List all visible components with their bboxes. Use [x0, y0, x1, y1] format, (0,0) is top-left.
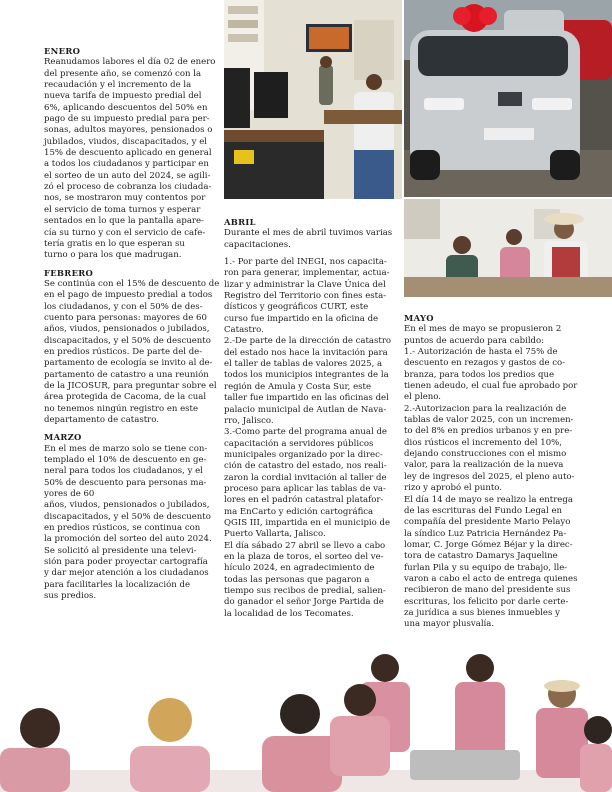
text-line: municipales organizado por la direc-: [224, 449, 383, 460]
text-line: zó el proceso de cobranza los ciudada-: [44, 182, 212, 193]
text-line: sus predios.: [44, 591, 97, 602]
text-line: los ciudadanos, y con el 50% de des-: [44, 301, 203, 312]
text-line: palacio municipal de Autlan de Nava-: [224, 404, 387, 415]
text-line: lomar, C. Jorge Gómez Béjar y la direc-: [404, 539, 573, 550]
text-line: tería gratis en lo que esperan su: [44, 238, 185, 249]
section-heading: ABRIL: [224, 217, 256, 227]
text-line: Se solicitó al presidente una televi-: [44, 545, 197, 556]
text-line: años, viudos, pensionados o jubilados,: [44, 324, 210, 335]
text-line: el taller de tablas de valores 2025, a: [224, 359, 383, 370]
text-line: sión para poder proyectar cartografía: [44, 557, 208, 568]
text-line: años, viudos, pensionados o jubilados,: [44, 500, 210, 511]
text-line: Se continúa con el 15% de descuento de: [44, 278, 220, 289]
paragraph: [44, 444, 220, 603]
text-line: turno o para los que madrugan.: [44, 250, 182, 261]
text-line: una mayor plusvalía.: [404, 619, 495, 630]
text-line: lizar y administrar la Clave Única del: [224, 279, 386, 290]
paragraph: [44, 57, 220, 261]
text-line: nos, se mostraron muy contentos por: [44, 193, 206, 204]
paragraph: [224, 257, 394, 620]
text-line: 1.- Autorización de hasta el 75% de: [404, 347, 558, 358]
text-line: discapacitados, y el 50% de descuento: [44, 335, 211, 346]
text-line: no tenemos ningún registro en este: [44, 403, 199, 414]
text-line: ción de catastro del estado, nos reali-: [224, 461, 387, 472]
section-heading: FEBRERO: [44, 267, 94, 278]
text-line: proceso para aplicar las tablas de va-: [224, 483, 386, 494]
office-photo: [224, 0, 402, 199]
text-line: compañía del presidente Mario Pelayo: [404, 517, 571, 528]
people-photo: [404, 199, 612, 297]
text-line: dísticos y geográficos CURT, este: [224, 302, 369, 313]
text-line: El día 14 de mayo se realizo la entrega: [404, 494, 573, 505]
text-line: cía su turno y con el servicio de cafe-: [44, 227, 206, 238]
text-line: rizo y aprobó el punto.: [404, 483, 502, 494]
text-line: el sorteo de un auto del 2024, se agili-: [44, 170, 211, 181]
text-line: tiempo sus recibos de predial, salien-: [224, 586, 386, 596]
text-line: en predios rústicos. De parte del de-: [44, 346, 203, 357]
text-line: ley de ingresos del 2025, el pleno auto-: [404, 471, 575, 482]
text-line: lores en el padrón catastral platafor-: [224, 495, 384, 506]
text-line: 2.-De parte de la dirección de catastro: [224, 336, 392, 347]
text-line: capacitación a servidores públicos: [224, 438, 374, 449]
text-line: tienen adeudo, el cual fue aprobado por: [404, 381, 578, 392]
text-line: varon a cabo el acto de entrega quienes: [404, 573, 578, 584]
paragraph: [44, 279, 220, 426]
text-line: branza, para todos los predios que: [404, 369, 555, 380]
text-line: templado el 10% de descuento en ge-: [44, 455, 207, 466]
text-line: to del 8% en predios urbanos y en pre-: [404, 426, 573, 437]
text-line: a todos los ciudadanos y participar en: [44, 159, 209, 170]
text-line: za jurídica a sus bienes inmuebles y: [404, 607, 560, 618]
column-middle: [224, 213, 394, 626]
text-line: 1.- Por parte del INEGI, nos capacita-: [224, 257, 387, 268]
text-line: hículo 2024, en agradecimiento de: [224, 563, 375, 574]
text-line: Registro del Territorio con fines esta-: [224, 291, 387, 302]
meeting-photo: [0, 650, 612, 792]
text-line: de la JICOSUR, para preguntar sobre el: [44, 380, 217, 391]
text-line: del presente año, se comenzó con la: [44, 68, 202, 79]
text-line: zaron la cordial invitación al taller de: [224, 472, 387, 483]
section-heading: MAYO: [404, 313, 434, 323]
text-line: descuento en rezagos y gastos de co-: [404, 358, 566, 369]
text-line: 15% de descuento aplicado en general: [44, 148, 212, 159]
text-line: ron para generar, implementar, actua-: [224, 268, 390, 279]
text-line: cuento para personas: mayores de 60: [44, 312, 207, 323]
text-line: nueva tarifa de impuesto predial del: [44, 91, 202, 102]
text-line: En el mes de mayo se propusieron 2: [404, 324, 562, 335]
text-line: valor, para la realización de la nueva: [404, 460, 564, 471]
text-line: y dar mejor atención a los ciudadanos: [44, 568, 209, 579]
text-line: 3.-Como parte del programa anual de: [224, 427, 387, 438]
text-line: 2.-Autorizacion para la realización de: [404, 403, 567, 414]
text-line: sentados en lo que la pantalla apare-: [44, 216, 204, 227]
text-line: área protegida de Cacoma, de la cual: [44, 392, 207, 403]
text-line: tablas de valor 2025, con un incremen-: [404, 415, 574, 426]
text-line: escrituras, los felicito por darle certe-: [404, 596, 569, 607]
text-line: para facilitarles la localización de: [44, 579, 191, 590]
text-line: dejando construcciones con el mismo: [404, 449, 567, 460]
text-line: El día sábado 27 abril se llevo a cabo: [224, 540, 386, 551]
text-line: taller fue impartido en las oficinas del: [224, 393, 389, 404]
text-line: tora de catastro Damarys Jaqueline: [404, 551, 558, 562]
text-line: jubilados, viudos, discapacitados, y el: [44, 136, 207, 147]
text-line: en predios rústicos, se continua con: [44, 523, 201, 534]
text-line: furlan Pila y su equipo de trabajo, lle-: [404, 562, 568, 573]
text-line: todos los municipios integrantes de la: [224, 370, 389, 381]
text-line: el pleno.: [404, 392, 441, 403]
text-line: recibieron de mano del presidente sus: [404, 585, 571, 596]
text-line: región de Amula y Costa Sur, este: [224, 381, 372, 392]
text-line: capacitaciones.: [224, 239, 291, 250]
car-photo: [404, 0, 612, 197]
text-line: recaudación y el incremento de la: [44, 80, 192, 91]
text-line: dios rústicos el incremento del 10%,: [404, 437, 562, 448]
paragraph: [224, 228, 394, 251]
section-heading: MARZO: [44, 432, 82, 443]
text-line: rro, Jalisco.: [224, 415, 274, 426]
text-line: do ganador el señor Jorge Partida de: [224, 597, 384, 608]
section-heading: ENERO: [44, 46, 81, 56]
text-line: todas las personas que pagaron a: [224, 574, 370, 585]
text-line: sonas, adultos mayores, pensionados o: [44, 125, 213, 136]
text-line: QGIS III, impartida en el municipio de: [224, 517, 391, 528]
text-line: ma EnCarto y edición cartográfica: [224, 506, 374, 517]
text-line: discapacitados, y el 50% de descuento: [44, 511, 211, 522]
paragraph: [404, 324, 578, 630]
text-line: la promoción del sorteo del auto 2024.: [44, 534, 212, 545]
text-line: del estado nos hace la invitación para: [224, 347, 388, 358]
text-line: partamento de ecología se invito al de-: [44, 358, 213, 369]
text-line: la síndico Luz Patricia Hernández Pa-: [404, 528, 567, 539]
text-line: Catastro.: [224, 325, 264, 336]
text-line: curso fue impartido en la oficina de: [224, 313, 379, 324]
text-line: el servicio de toma turnos y esperar: [44, 204, 201, 215]
column-left: [44, 42, 220, 609]
text-line: En el mes de marzo solo se tiene con-: [44, 443, 208, 454]
text-line: de las escrituras del Fundo Legal en: [404, 505, 563, 516]
text-line: Reanudamos labores el día 02 de enero: [44, 57, 216, 68]
text-line: Puerto Vallarta, Jalisco.: [224, 529, 326, 540]
text-line: en la plaza de toros, el sorteo del ve-: [224, 551, 384, 562]
text-line: 6%, aplicando descuentos del 50% en: [44, 102, 208, 113]
text-line: yores de 60: [44, 489, 95, 500]
column-right: [404, 309, 578, 637]
text-line: 50% de descuento para personas ma-: [44, 477, 207, 488]
text-line: neral para todos los ciudadanos, y el: [44, 466, 203, 477]
text-line: partamento de catastro a una reunión: [44, 369, 209, 380]
text-line: pago de su impuesto predial para per-: [44, 114, 210, 125]
text-line: en el pago de impuesto predial a todos: [44, 290, 213, 301]
text-line: la localidad de los Tecomates.: [224, 608, 354, 619]
text-line: puntos de acuerdo para cabildo:: [404, 335, 545, 346]
text-line: Durante el mes de abril tuvimos varias: [224, 228, 393, 239]
text-line: departamento de catastro.: [44, 415, 159, 425]
